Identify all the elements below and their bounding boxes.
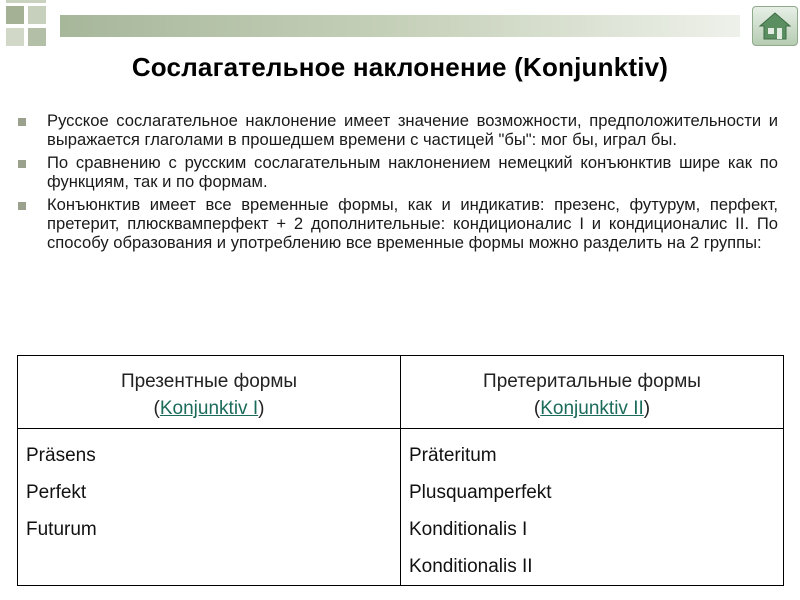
bullet-list xyxy=(18,111,778,256)
table-header-cell: Претеритальные формы (Konjunktiv II) xyxy=(401,356,784,429)
table-cell xyxy=(401,429,784,586)
table-header-cell: Презентные формы (Konjunktiv I) xyxy=(18,356,401,429)
deco-square xyxy=(28,6,46,24)
home-button[interactable] xyxy=(752,6,798,46)
form-item: Präsens xyxy=(26,445,96,466)
form-item: Präteritum xyxy=(409,445,497,466)
header-bar xyxy=(60,15,740,37)
form-item: Plusquamperfekt xyxy=(409,482,552,503)
konjunktiv-2-link[interactable]: Konjunktiv II xyxy=(540,398,644,419)
list-item xyxy=(18,153,778,191)
form-item: Konditionalis II xyxy=(409,556,533,577)
column-header-preterite: Претеритальные формы xyxy=(483,371,701,392)
column-header-present: Презентные формы xyxy=(120,371,298,392)
list-item xyxy=(18,195,778,252)
bullet-square-icon xyxy=(18,160,26,168)
form-item: Konditionalis I xyxy=(409,519,528,540)
bullet-square-icon xyxy=(18,202,26,210)
deco-square xyxy=(28,28,46,46)
deco-square xyxy=(6,28,24,46)
form-item: Perfekt xyxy=(26,482,87,503)
konjunktiv-1-link[interactable]: Konjunktiv I xyxy=(159,398,259,419)
list-item xyxy=(18,111,778,149)
bullet-text: Конъюнктив имеет все временные формы, как и индикатив: презенс, футурум, перфект, претерит, плюсквамперфект + 2 дополнительные: кондиционалис I и кондиционалис II. По способу образования и употреблению все временные формы можно разделить на 2 группы: xyxy=(47,195,778,252)
deco-square xyxy=(6,6,24,24)
deco-square xyxy=(6,0,46,3)
bullet-text: По сравнению с русским сослагательным наклонением немецкий конъюнктив шире как по функциям, так и по формам. xyxy=(47,153,778,191)
bullet-square-icon xyxy=(18,118,26,126)
forms-table xyxy=(17,355,784,586)
table-cell xyxy=(18,429,401,586)
bullet-text: Русское сослагательное наклонение имеет значение возможности, предположительности и выражается глаголами в прошедшем времени с частицей "бы": мог бы, играл бы. xyxy=(47,111,778,149)
home-icon xyxy=(758,11,792,41)
page-title: Сослагательное наклонение (Konjunktiv) xyxy=(131,52,669,82)
form-item: Futurum xyxy=(26,519,97,540)
